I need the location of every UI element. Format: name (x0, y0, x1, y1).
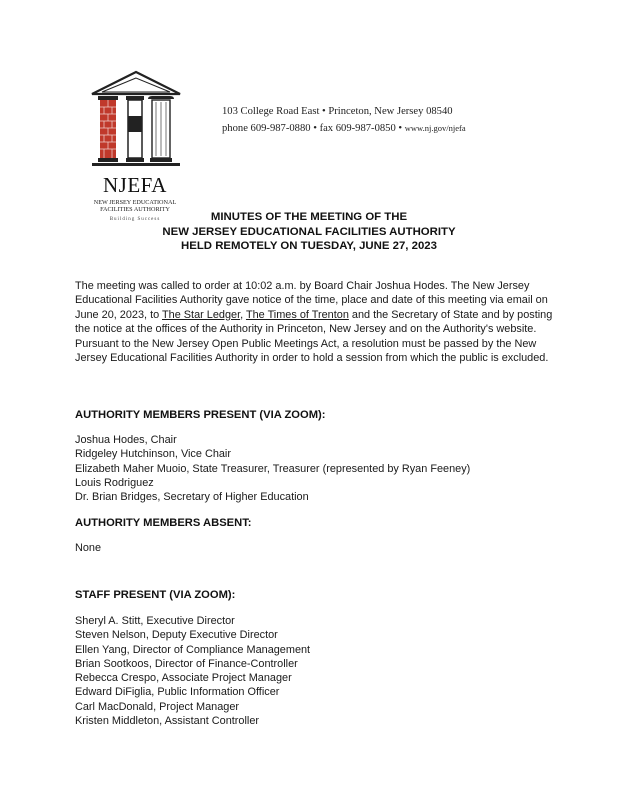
contact-line (222, 120, 466, 137)
list-item: Joshua Hodes, Chair (75, 434, 177, 446)
list-item: Ellen Yang, Director of Compliance Management (75, 643, 311, 656)
list-item: Rebecca Crespo, Associate Project Manager (75, 672, 292, 685)
members-present-list (75, 433, 470, 504)
list-item: Carl MacDonald, Project Manager (75, 700, 240, 713)
list-item: Dr. Brian Bridges, Secretary of Higher Education (75, 491, 309, 504)
org-name-line2: FACILITIES AUTHORITY (100, 206, 170, 213)
list-item: Louis Rodriguez (75, 476, 154, 489)
list-item: Elizabeth Maher Muoio, State Treasurer, Treasurer (represented by Ryan Feeney) (75, 462, 471, 475)
members-present-heading: AUTHORITY MEMBERS PRESENT (VIA ZOOM): (75, 409, 326, 421)
members-absent-list (75, 541, 101, 555)
title-line-1: MINUTES OF THE MEETING OF THE (210, 211, 408, 223)
list-item: Steven Nelson, Deputy Executive Director (75, 629, 278, 642)
phone-fax: phone 609-987-0880 • fax 609-987-0850 • (222, 123, 403, 134)
letterhead-address (222, 104, 466, 137)
staff-present-list (75, 614, 310, 728)
org-abbrev: NJEFA (103, 173, 167, 197)
list-item: Ridgeley Hutchinson, Vice Chair (75, 448, 231, 461)
title-line-3: HELD REMOTELY ON TUESDAY, JUNE 27, 2023 (181, 240, 437, 252)
list-item: Kristen Middleton, Assistant Controller (75, 715, 260, 728)
list-item: None (75, 542, 102, 554)
staff-present-heading: STAFF PRESENT (VIA ZOOM): (75, 589, 236, 601)
list-item: Sheryl A. Stitt, Executive Director (75, 615, 235, 627)
intro-text-1: The meeting was called to order at 10:02 a.m. by Board Chair Joshua Hodes. The New Jersey Educational Facilities Authority gave notice of the time, place and date of this meeting via email on June 20, 2023, to (75, 280, 548, 321)
title-line-2: NEW JERSEY EDUCATIONAL FACILITIES AUTHORITY (162, 225, 456, 238)
street-address: 103 College Road East • Princeton, New Jersey 08540 (222, 106, 453, 117)
org-name-line1: NEW JERSEY EDUCATIONAL (93, 199, 177, 206)
njefa-logo (80, 70, 210, 222)
newspaper-star-ledger: The Star Ledger (162, 308, 241, 321)
building-logo-icon (88, 70, 184, 170)
list-item: Brian Sootkoos, Director of Finance-Controller (75, 657, 298, 670)
members-absent-heading: AUTHORITY MEMBERS ABSENT: (75, 517, 252, 529)
newspaper-times-of-trenton: The Times of Trenton (245, 308, 349, 321)
intro-separator: , (240, 308, 246, 321)
document-title (0, 210, 618, 254)
org-tagline: Building Success (109, 217, 161, 222)
list-item: Edward DiFiglia, Public Information Officer (75, 686, 280, 699)
intro-paragraph (75, 279, 560, 365)
intro-text-2: and the Secretary of State and by posting the notice at the offices of the Authority in Princeton, New Jersey and on the Authority's website. Pursuant to the New Jersey Open Public Meetings Act, a resolution must be passed by the New Jersey Educational Facilities Authority in order to hold a session from which the public is excluded. (75, 308, 553, 365)
website: www.nj.gov/njefa (404, 123, 466, 133)
